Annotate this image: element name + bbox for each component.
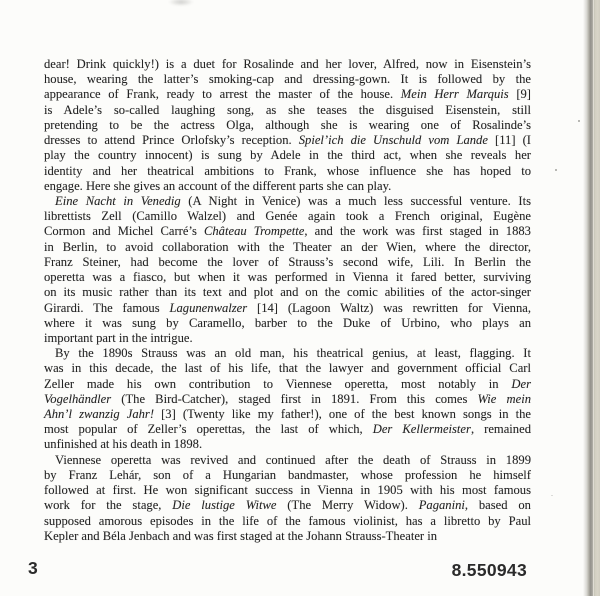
page-edge-highlight xyxy=(593,0,594,596)
scan-speck xyxy=(578,120,580,122)
text-line: Cormon and Michel Carré’s Château Trompette, and the work was first staged in 1883 xyxy=(44,224,531,239)
text-line: in Berlin, to avoid collaboration with the Theater an der Wien, where the director, xyxy=(44,239,531,254)
scan-smudge xyxy=(168,0,194,6)
text-line: dresses to attend Prince Orlofsky’s reception. Spiel’ich die Unschuld vom Lande [11] (I xyxy=(44,133,531,148)
text-line: librettists Zell (Camillo Walzel) and Genée again took a French original, Eugène xyxy=(44,209,531,224)
text-line: Girardi. The famous Lagunenwalzer [14] (Lagoon Waltz) was rewritten for Vienna, xyxy=(44,300,531,315)
text-line: Franz Steiner, had become the lover of Strauss’s second wife, Lili. In Berlin the xyxy=(44,254,531,269)
paragraph xyxy=(44,194,531,346)
text-line: play the country innocent) is sung by Adele in the third act, when she reveals her xyxy=(44,148,531,163)
text-line: followed at first. He won significant success in Vienna in 1905 with his most famous xyxy=(44,483,531,498)
text-line: By the 1890s Strauss was an old man, his theatrical genius, at least, flagging. It xyxy=(55,346,531,361)
text-line: Eine Nacht in Venedig (A Night in Venice) was a much less successful venture. Its xyxy=(55,193,531,208)
text-line: where it was sung by Caramello, barber to the Duke of Urbino, who plays an xyxy=(44,315,531,330)
text-line: pretending to be the actress Olga, although she is wearing one of Rosalinde’s xyxy=(44,117,531,132)
text-column xyxy=(44,57,531,544)
text-line: Kepler and Béla Jenbach and was first staged at the Johann Strauss-Theater in xyxy=(44,528,438,543)
text-line: was in this decade, the last of his life, that the lawyer and government official Carl xyxy=(44,361,531,376)
text-line: operetta was a fiasco, but when it was performed in Vienna it fared better, surviving xyxy=(44,270,531,285)
page-number: 3 xyxy=(28,558,38,578)
text-line: Zeller made his own contribution to Viennese operetta, most notably in Der xyxy=(44,376,531,391)
catalog-number: 8.550943 xyxy=(451,560,527,580)
text-line: on its music rather than its text and plot and on the comic abilities of the actor-singer xyxy=(44,285,531,300)
text-line: important part in the intrigue. xyxy=(44,330,193,345)
text-line: dear! Drink quickly!) is a duet for Rosalinde and her lover, Alfred, now in Eisenstein’s xyxy=(44,57,531,71)
text-line: is Adele’s so-called laughing song, as she teases the disguised Eisenstein, still xyxy=(44,102,531,117)
text-line: appearance of Frank, ready to arrest the master of the house. Mein Herr Marquis [9] xyxy=(44,87,531,102)
text-line: work for the stage, Die lustige Witwe (The Merry Widow). Paganini, based on xyxy=(44,498,531,513)
text-line: by Franz Lehár, son of a Hungarian bandmaster, whose profession he himself xyxy=(44,467,531,482)
text-line: house, wearing the latter’s smoking-cap and dressing-gown. It is followed by the xyxy=(44,72,531,87)
scan-speck xyxy=(555,169,557,171)
text-line: most popular of Zeller’s operettas, the last of which, Der Kellermeister, remained xyxy=(44,422,531,437)
scan-speck xyxy=(551,495,553,496)
text-line: Vogelhändler (The Bird-Catcher), staged first in 1891. From this comes Wie mein xyxy=(44,391,532,406)
page-edge-shadow xyxy=(583,0,600,596)
paragraph xyxy=(44,346,531,453)
paragraph xyxy=(44,57,531,194)
text-line: supposed amorous episodes in the life of the famous violinist, has a libretto by Paul xyxy=(44,513,531,528)
text-line: unfinished at his death in 1898. xyxy=(44,437,203,452)
text-line: engage. Here she gives an account of the different parts she can play. xyxy=(44,178,392,193)
text-line: Ahn’l zwanzig Jahr! [3] (Twenty like my father!), one of the best known songs in the xyxy=(44,407,531,422)
paragraph xyxy=(44,453,531,544)
text-line: Viennese operetta was revived and continued after the death of Strauss in 1899 xyxy=(55,452,531,467)
text-line: identity and her theatrical ambitions to Frank, whose influence she has hoped to xyxy=(44,163,531,178)
